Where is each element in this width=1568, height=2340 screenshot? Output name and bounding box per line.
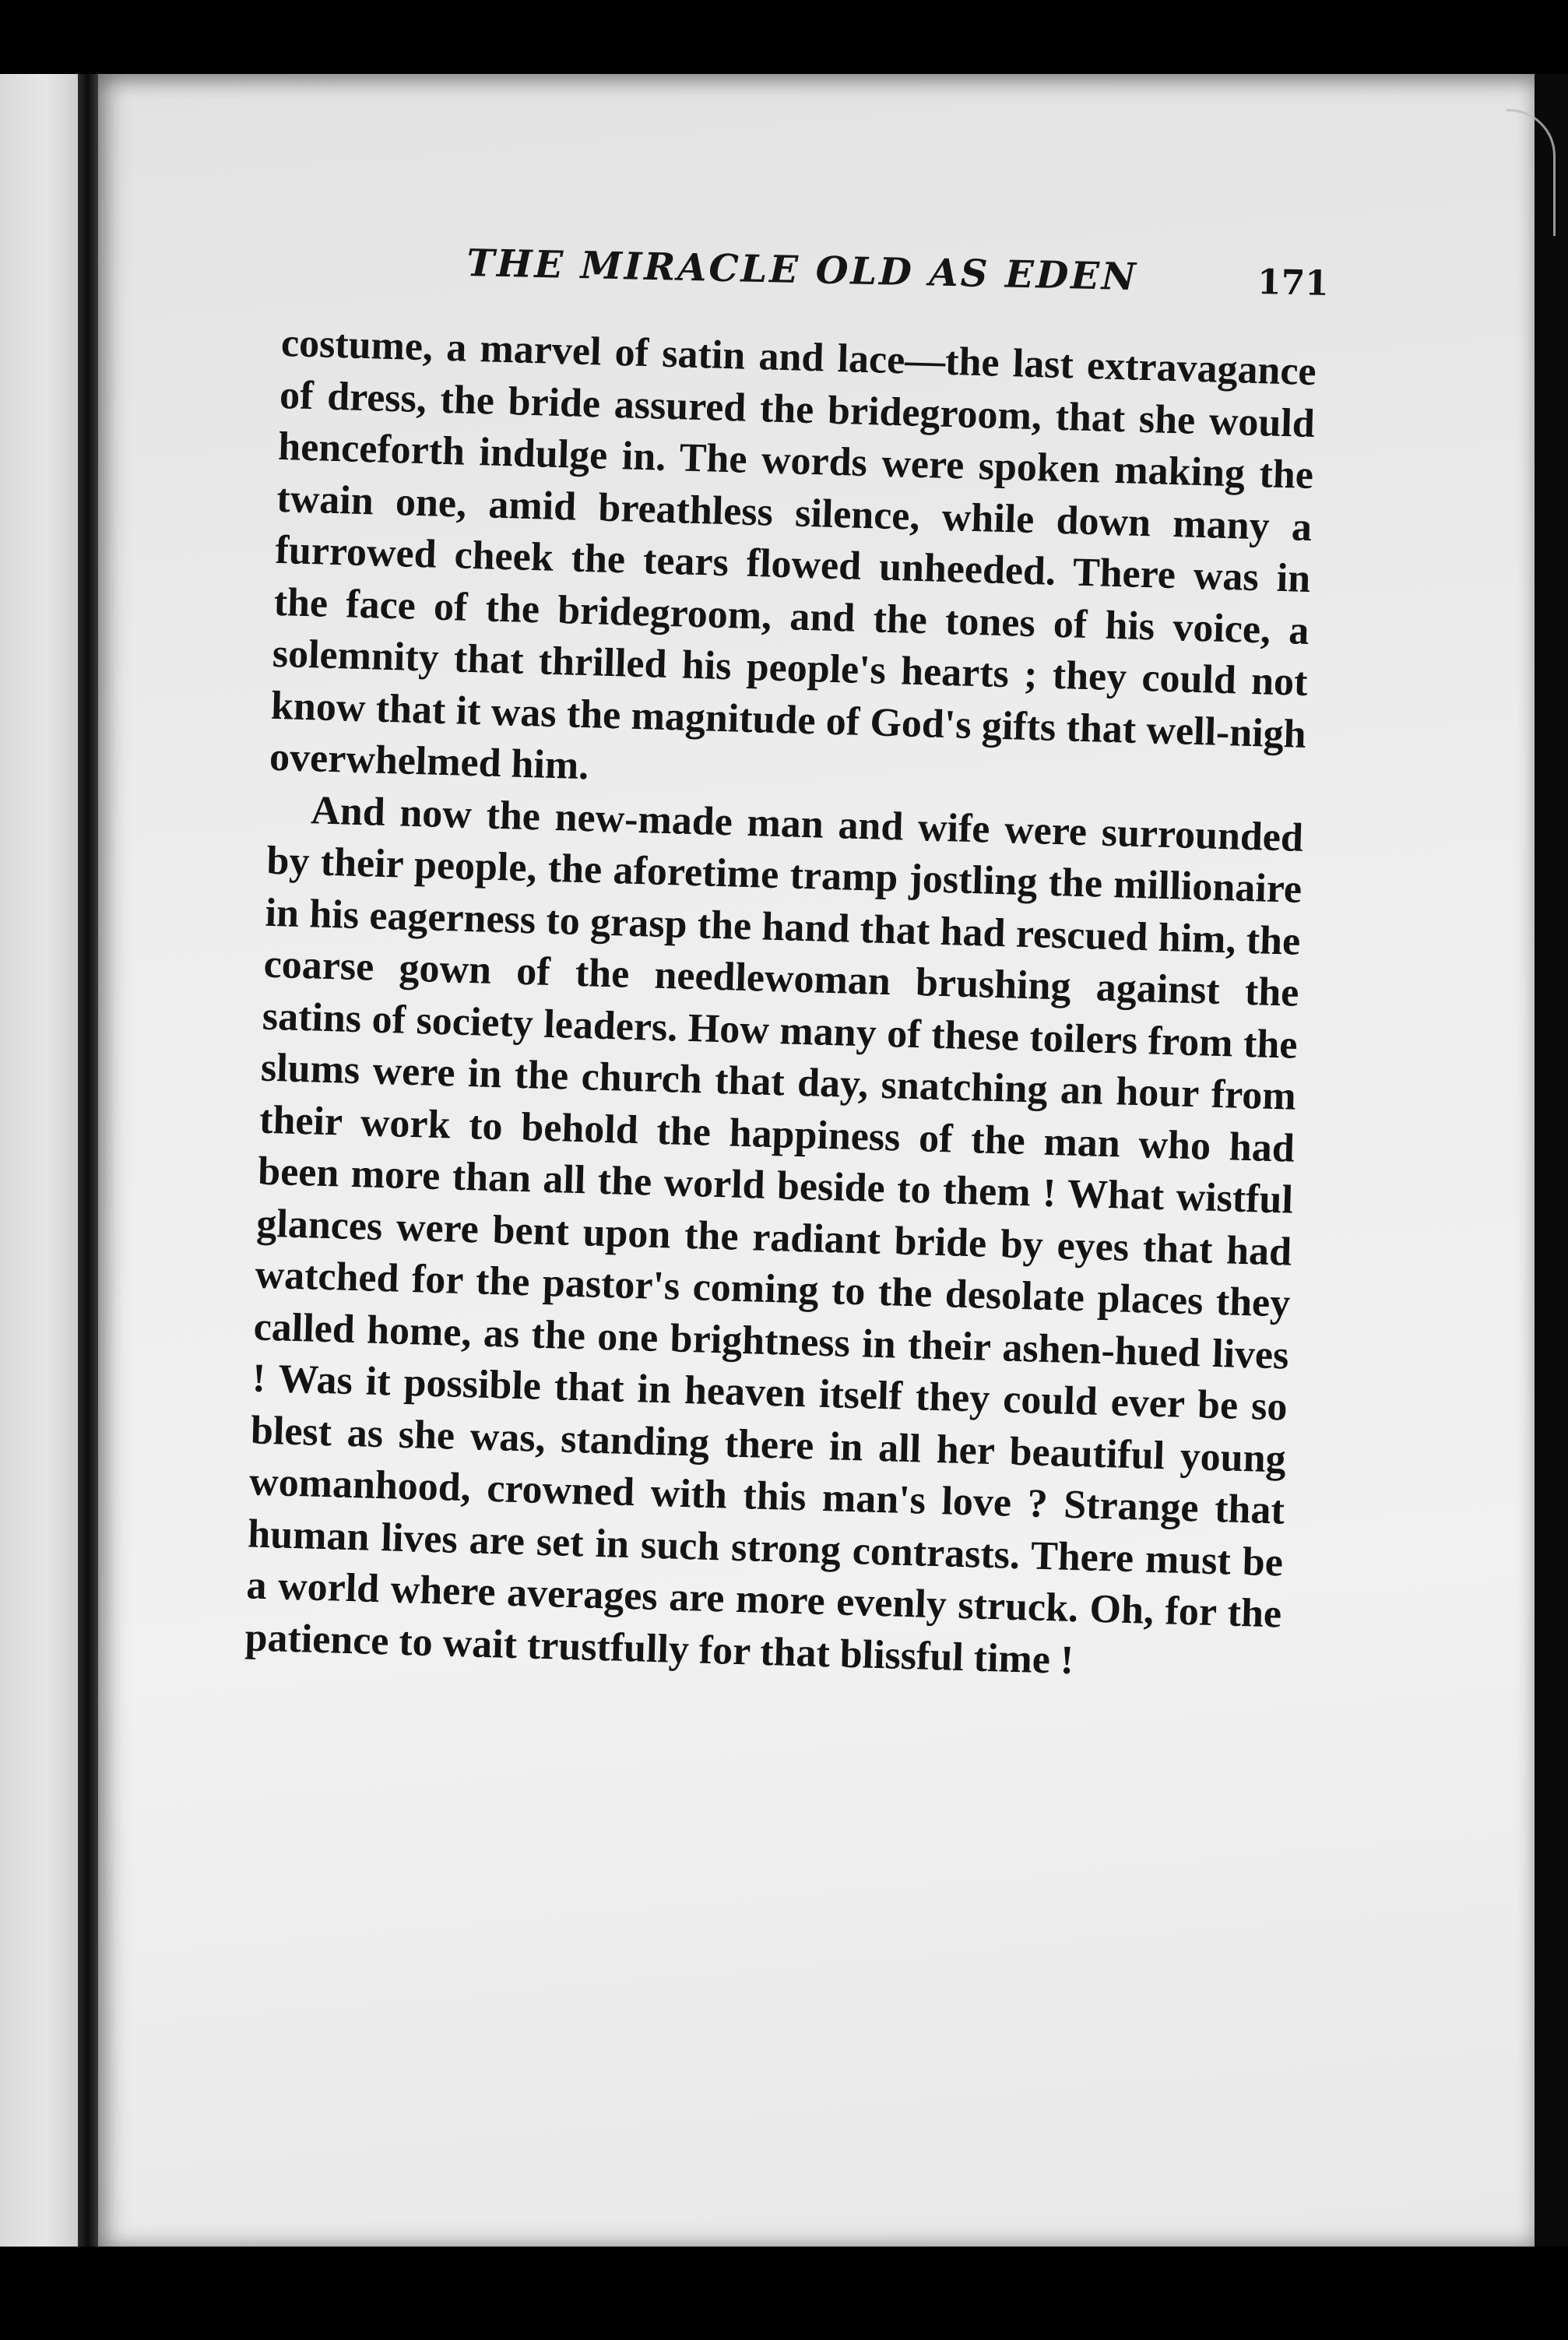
film-border-right: [1535, 74, 1568, 2247]
film-border-top: [0, 0, 1568, 74]
page-number: 171: [1257, 262, 1330, 304]
running-head: THE MIRACLE OLD AS EDEN: [466, 241, 1139, 300]
paragraph: And now the new-made man and wife were surrounded by their people, the aforetime tramp jostling the millionaire in his eagerness to grasp the hand that had rescued him, the coarse gown of the needlewoman brushing against the satins of society leaders. How many of these toilers from the slums were in the church that day, snatching an hour from their work to behold the happiness of the man who had been more than all the world beside to them ! What wistful glances were bent upon the radiant bride by eyes that had watched for the pastor's coming to the desolate places they called home, as the one brightness in their ashen-hued lives ! Was it possible that in heaven itself they could ever be so blest as she was, standing there in all her beautiful young womanhood, crowned with this man's love ? Strange that human lives are set in such strong contrasts. There must be a world where averages are more evenly struck. Oh, for the patience to wait trustfully for that blissful time !: [244, 787, 1304, 1683]
body-text: [244, 318, 1317, 1692]
book-gutter: [78, 74, 98, 2247]
paragraph: costume, a marvel of satin and lace—the last extravagance of dress, the bride assured the bridegroom, that she would henceforth indulge in. The words were spoken making the twain one, amid breathless silence, while down many a furrowed cheek the tears flowed unheeded. There was in the face of the bridegroom, and the tones of his voice, a solemnity that thrilled his people's hearts ; they could not know that it was the magnitude of God's gifts that well-nigh overwhelmed him.: [269, 320, 1317, 789]
film-border-bottom: [0, 2247, 1568, 2340]
facing-page-edge: [0, 74, 78, 2247]
